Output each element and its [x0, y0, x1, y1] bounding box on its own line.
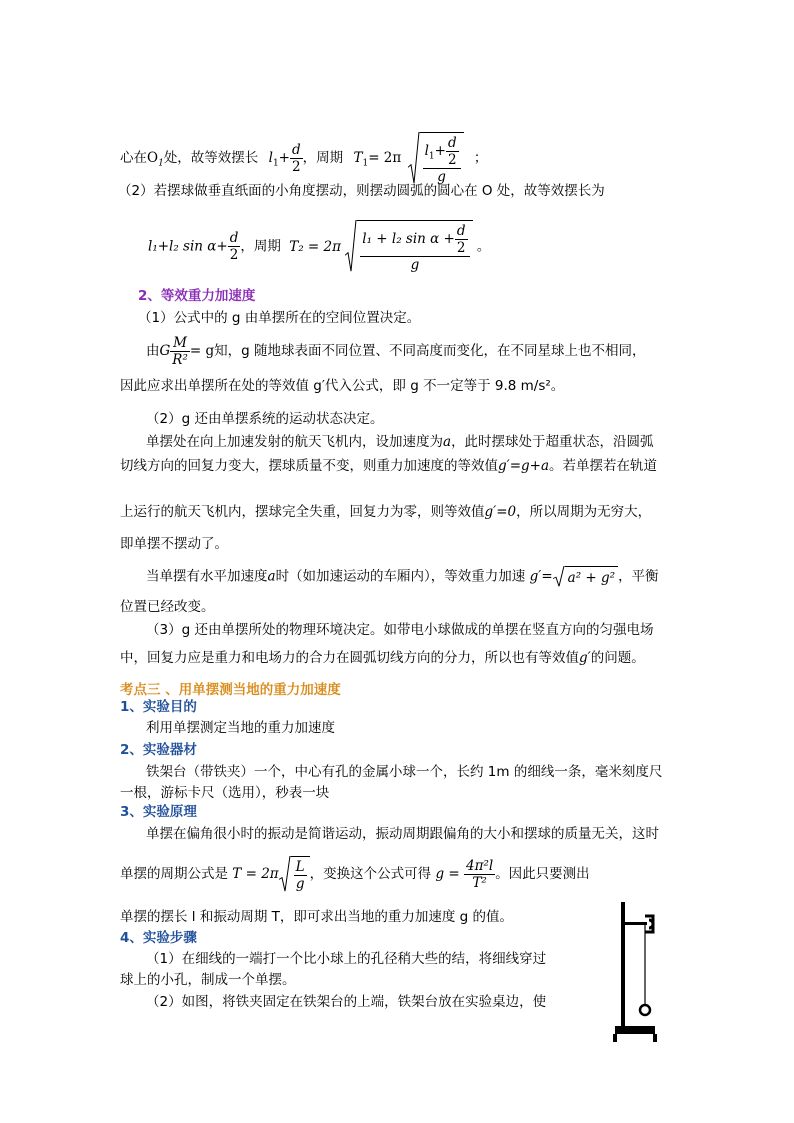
- text: 单摆处在向上加速发射的航天飞机内，设加速度为: [146, 434, 443, 450]
- principle-text-2: [120, 856, 590, 892]
- symbol-g: g′: [579, 650, 591, 666]
- text: 切线方向的回复力变大，摆球质量不变，则重力加速度的等效值: [120, 458, 498, 474]
- equivalent-length-line-1: [120, 132, 487, 185]
- formula: g′=: [529, 568, 553, 585]
- frac: $\frac{d}{2}$: [229, 230, 239, 263]
- text: ，周期: [302, 150, 344, 166]
- section-heading-equivalent-gravity: 2、等效重力加速度: [138, 288, 256, 304]
- text: ，周期: [240, 238, 281, 255]
- gravity-formula: G $\frac{M}{\text{R²}}$ = g: [159, 335, 215, 368]
- sqrt: a² + g²: [553, 566, 618, 587]
- text: 上运行的航天飞机内，摆球完全失重，回复力为零，则等效值: [120, 504, 485, 520]
- text: 。若单摆若在轨道: [549, 458, 658, 474]
- subheading-equipment: 2、实验器材: [120, 742, 197, 758]
- period-formula-t1: $T_1= 2\pi$ $l_1+$ $\frac{d}{2}$ g: [353, 150, 467, 166]
- symbol-a: a: [443, 434, 452, 450]
- subheading-steps: 4、实验步骤: [120, 930, 197, 946]
- formula-T: T = 2π: [232, 866, 279, 882]
- s2-line-6: [120, 457, 657, 475]
- formula-g: g =: [435, 866, 460, 882]
- paragraph-2: （2）若摆球做垂直纸面的小角度摆动，则摆动圆弧的圆心在 O 处，故等效摆长为: [118, 183, 605, 199]
- principle-text-1: 单摆在偏角很小时的振动是简谐运动，振动周期跟偏角的大小和摆球的质量无关，这时: [146, 826, 659, 842]
- subheading-principle: 3、实验原理: [120, 804, 197, 820]
- subheading-purpose: 1、实验目的: [120, 699, 197, 715]
- s2-line-5: [146, 433, 654, 451]
- s2-line-9: [146, 566, 659, 587]
- text: 。: [476, 238, 491, 255]
- text: 处，故等效摆长: [163, 150, 259, 166]
- s2-line-3: 因此应求出单摆所在处的等效值 g′代入公式，即 g 不一定等于 9.8 m/s²。: [120, 378, 565, 394]
- s2-line-12: [120, 649, 645, 667]
- symbol-a: a: [267, 568, 276, 585]
- equipment-text-1: 铁架台（带铁夹）一个，中心有孔的金属小球一个，长约 1m 的细线一条，毫米刻度尺: [146, 764, 663, 780]
- text: 中，回复力应是重力和电场力的合力在圆弧切线方向的分力，所以也有等效值: [120, 650, 579, 666]
- s2-line-11: （3）g 还由单摆所处的物理环境决定。如带电小球做成的单摆在竖直方向的匀强电场: [146, 622, 654, 638]
- text: 时（如加速运动的车厢内），等效重力加速: [275, 568, 526, 585]
- text: 当单摆有水平加速度: [146, 568, 268, 585]
- purpose-text: 利用单摆测定当地的重力加速度: [146, 720, 335, 736]
- s2-line-2: [146, 335, 646, 368]
- sqrt: l₁ + l₂ sin α + $\frac{d}{2}$ g: [345, 220, 472, 273]
- text: ，所以周期为无穷大，: [516, 504, 652, 520]
- topic-heading-3: 考点三 、用单摆测当地的重力加速度: [120, 682, 341, 698]
- expr: l₁+l₂ sin α+: [148, 238, 228, 255]
- equivalent-length-line-2: [148, 220, 490, 273]
- text: 知，g 随地球表面不同位置、不同高度而变化，在不同星球上也不相同，: [214, 343, 646, 359]
- text: ；: [473, 150, 488, 166]
- text: 由: [146, 343, 160, 359]
- o1-symbol: $O_1$: [147, 150, 164, 169]
- text: 单摆的周期公式是: [120, 866, 228, 882]
- s2-line-10: 位置已经改变。: [120, 599, 215, 615]
- equipment-text-2: 一根，游标卡尺（选用），秒表一块: [120, 785, 330, 801]
- text: ，此时摆球处于超重状态，沿圆弧: [451, 434, 654, 450]
- text: ，变换这个公式可得: [309, 866, 432, 882]
- s2-line-1: （1）公式中的 g 由单摆所在的空间位置决定。: [138, 310, 421, 326]
- steps-text-1: （1）在细线的一端打一个比小球上的孔径稍大些的结，将细线穿过: [146, 951, 547, 967]
- frac: $\frac{\text{4π²l}}{\text{T²}}$: [465, 857, 494, 891]
- text: 的问题。: [590, 650, 645, 666]
- s2-line-7: [120, 503, 651, 521]
- formula: g′=g+a: [498, 458, 550, 474]
- s2-line-8: 即单摆不摆动了。: [120, 536, 228, 552]
- principle-text-3: 单摆的摆长 l 和振动周期 T，即可求出当地的重力加速度 g 的值。: [120, 909, 514, 925]
- period-formula-t2: T₂ = 2π: [289, 238, 341, 255]
- text: 。因此只要测出: [495, 866, 590, 882]
- steps-text-3: （2）如图，将铁夹固定在铁架台的上端，铁架台放在实验桌边，使: [146, 994, 547, 1010]
- formula: g′=0: [484, 504, 517, 520]
- steps-text-2: 球上的小孔，制成一个单摆。: [120, 972, 296, 988]
- text: ，平衡: [618, 568, 659, 585]
- length-expression: $l_1+$ $\frac{d}{2}$: [268, 142, 301, 175]
- s2-line-4: （2）g 还由单摆系统的运动状态决定。: [146, 411, 384, 427]
- sqrt: $\frac{L}{g}$: [279, 856, 310, 892]
- pendulum-apparatus-figure: [605, 900, 670, 1045]
- text: 心在: [120, 150, 147, 166]
